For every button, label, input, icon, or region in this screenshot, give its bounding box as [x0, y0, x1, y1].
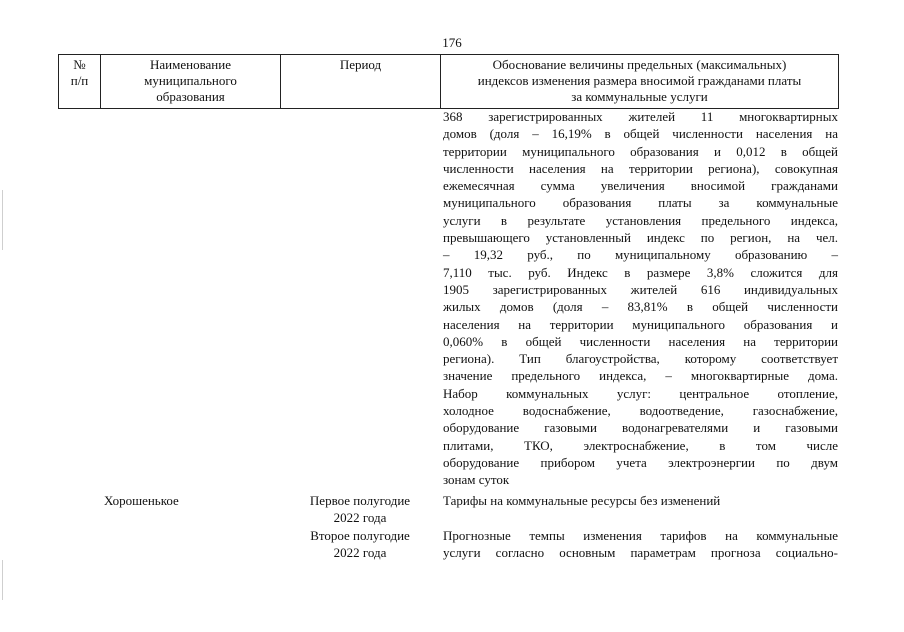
- table-header-row: [59, 55, 839, 109]
- text-line: услуги в результате установления предельного индекса,: [443, 212, 838, 228]
- header-text-line: Наименование: [150, 57, 231, 72]
- period-text-line: Второе полугодие: [310, 528, 410, 543]
- text-line: жилых домов (доля – 83,81% в общей численности: [443, 299, 838, 315]
- text-line: плитами, ТКО, электроснабжение, в том числе: [443, 437, 838, 453]
- header-text-line: Период: [339, 57, 382, 72]
- text-line: домов (доля – 16,19% в общей численности населения на: [443, 126, 838, 142]
- header-col-period: [281, 55, 441, 109]
- text-line: 7,110 тыс. руб. Индекс в размере 3,8% сложится для: [443, 264, 838, 280]
- header-col-municipality: [101, 55, 281, 109]
- text-line: Тарифы на коммунальные ресурсы без изменений: [443, 493, 721, 508]
- table-header: [58, 54, 839, 109]
- header-text-line: индексов изменения размера вносимой гражданами платы: [477, 73, 802, 88]
- continuation-paragraph: [443, 108, 838, 489]
- header-text-line: за коммунальные услуги: [571, 89, 708, 104]
- page-number: 176: [442, 35, 462, 50]
- text-line: оборудование прибором учета электроэнергии по двум: [443, 454, 838, 470]
- text-line: 1905 зарегистрированных жителей 616 индивидуальных: [443, 281, 838, 297]
- scan-edge-mark: [2, 190, 3, 250]
- text-line: оборудование газовыми водонагревателями и газовыми: [443, 420, 838, 436]
- municipality-name: Хорошенькое: [104, 493, 179, 508]
- header-text-line: образования: [156, 89, 225, 104]
- text-line: 368 зарегистрированных жителей 11 многоквартирных: [443, 109, 838, 124]
- period-text-line: 2022 года: [333, 545, 387, 560]
- text-line: численности населения на территории региона), совокупная: [443, 160, 838, 176]
- text-line: превышающего установленный индекс по регион, на чел.: [443, 230, 838, 246]
- scan-edge-mark: [2, 560, 3, 600]
- text-line: значение предельного индекса, – многоквартирные дома.: [443, 368, 838, 384]
- text-line: зонам суток: [443, 472, 510, 488]
- text-line: региона). Тип благоустройства, которому соответствует: [443, 351, 838, 367]
- header-text-line: муниципального: [144, 73, 237, 88]
- header-text-line: п/п: [70, 73, 89, 88]
- header-col-number: [59, 55, 101, 109]
- text-line: услуги согласно основным параметрам прогноза социально-: [443, 545, 838, 561]
- header-text-line: Обоснование величины предельных (максимальных): [492, 57, 787, 72]
- text-line: холодное водоснабжение, водоотведение, газоснабжение,: [443, 403, 838, 419]
- header-col-justification: [441, 55, 839, 109]
- period-second-half: [300, 527, 420, 561]
- justification-second-half: [443, 527, 838, 562]
- period-first-half: [300, 492, 420, 526]
- text-line: Прогнозные темпы изменения тарифов на коммунальные: [443, 528, 838, 543]
- text-line: территории муниципального образования и 0,012 в общей: [443, 143, 838, 159]
- text-line: населения на территории муниципального образования и: [443, 316, 838, 332]
- header-text-line: №: [73, 57, 86, 72]
- text-line: 0,060% в общей численности населения на территории: [443, 333, 838, 349]
- period-text-line: 2022 года: [333, 510, 387, 525]
- justification-first-half: [443, 492, 838, 509]
- text-line: Набор коммунальных услуг: центральное отопление,: [443, 385, 838, 401]
- text-line: – 19,32 руб., по муниципальному образованию –: [443, 247, 838, 263]
- text-line: ежемесячная сумма увеличения вносимой гражданами: [443, 178, 838, 194]
- text-line: муниципального образования платы за коммунальные: [443, 195, 838, 211]
- period-text-line: Первое полугодие: [309, 493, 411, 508]
